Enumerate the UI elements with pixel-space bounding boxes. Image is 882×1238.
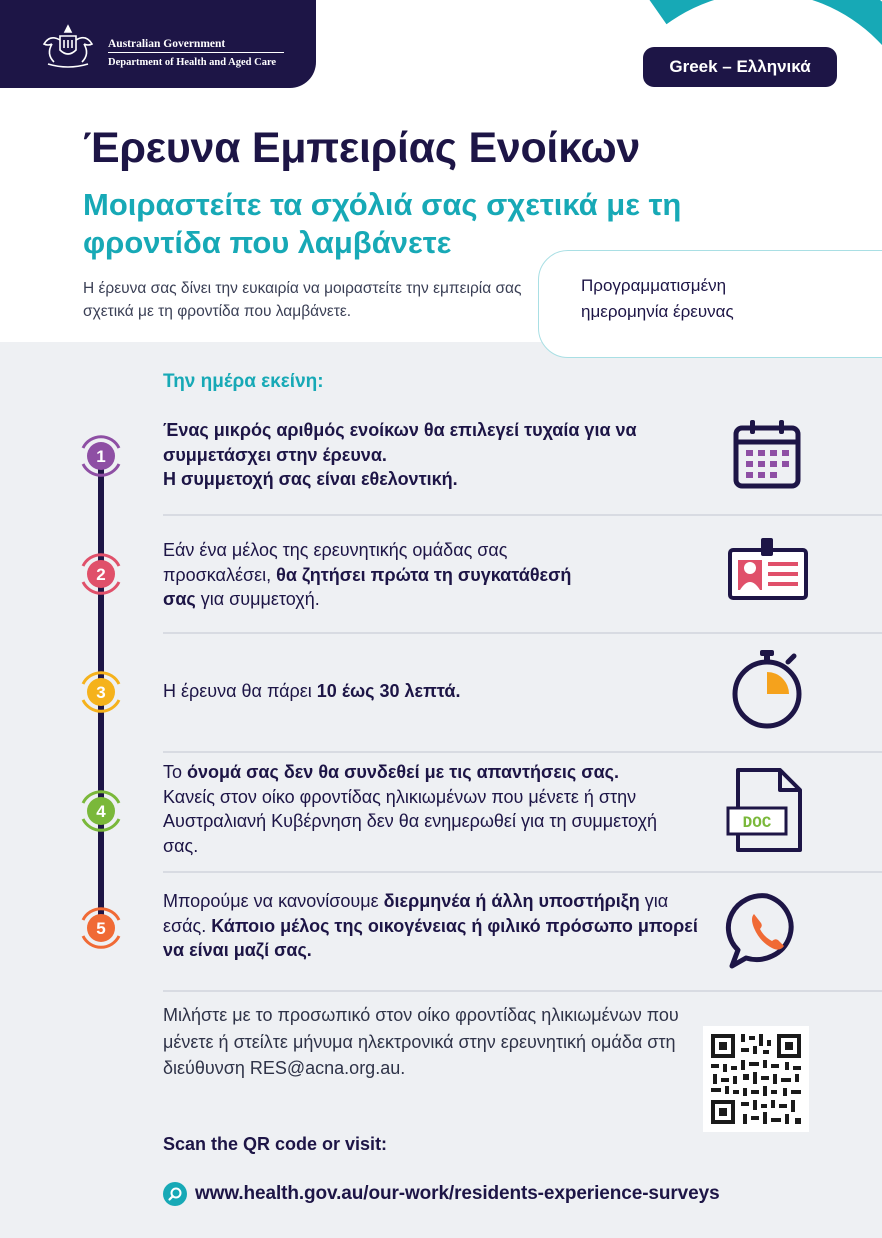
website-url[interactable]: www.health.gov.au/our-work/residents-experience-surveys — [195, 1183, 720, 1204]
step-1-badge — [75, 430, 127, 482]
step-5-number: 5 — [96, 919, 106, 938]
step-3-badge — [75, 666, 127, 718]
page-subtitle: Μοιραστείτε τα σχόλιά σας σχετικά με τη φροντίδα που λαμβάνετε — [83, 187, 682, 260]
gov-divider — [108, 52, 284, 53]
doc-label: DOC — [742, 814, 772, 832]
step-3-text: Η έρευνα θα πάρει 10 έως 30 λεπτά. — [163, 681, 461, 701]
step-4-text: Το όνομά σας δεν θα συνδεθεί με τις απαντήσεις σας. Κανείς στον οίκο φροντίδας ηλικιωμένων που μένετε ή στην Αυστραλιανή Κυβέρνηση δεν θα ενημερωθεί για τη συμμετοχή σας. — [163, 762, 658, 856]
id-badge-icon — [724, 530, 810, 616]
scheduled-date-label: Προγραμματισμένη ημερομηνία έρευνας — [581, 276, 734, 321]
qr-code[interactable] — [703, 1026, 809, 1132]
step-2-text: Εάν ένα μέλος της ερευνητικής ομάδας σας προσκαλέσει, θα ζητήσει πρώτα τη συγκατάθεσή σας για συμμετοχή. — [163, 540, 572, 609]
step-5-badge — [75, 902, 127, 954]
government-logo-block — [0, 0, 316, 88]
step-5-text: Μπορούμε να κανονίσουμε διερμηνέα ή άλλη υποστήριξη για εσάς. Κάποιο μέλος της οικογένειας ή φιλικό πρόσωπο μπορεί να είναι μαζί σας. — [163, 891, 698, 960]
website-link[interactable] — [163, 1182, 720, 1206]
step-4-badge — [75, 785, 127, 837]
page-title: Έρευνα Εμπειρίας Ενοίκων — [83, 124, 640, 172]
calendar-icon — [724, 416, 810, 502]
step-1-number: 1 — [96, 447, 106, 466]
document-icon — [724, 766, 810, 852]
step-2-badge — [75, 548, 127, 600]
phone-chat-icon — [724, 888, 810, 974]
step-divider — [163, 632, 882, 634]
intro-text: Η έρευνα σας δίνει την ευκαιρία να μοιραστείτε την εμπειρία σας σχετικά με τη φροντίδα που λαμβάνετε. — [83, 280, 522, 320]
language-badge: Greek – Ελληνικά — [643, 47, 837, 87]
department-name: Department of Health and Aged Care — [108, 57, 277, 68]
step-1-text: Ένας μικρός αριθμός ενοίκων θα επιλεγεί τυχαία για να συμμετάσχει στην έρευνα. Η συμμετοχή σας είναι εθελοντική. — [163, 420, 637, 489]
scan-label: Scan the QR code or visit: — [163, 1134, 388, 1154]
step-3-number: 3 — [96, 683, 106, 702]
section-heading: Την ημέρα εκείνη: — [163, 371, 324, 392]
stopwatch-icon — [724, 646, 810, 732]
step-divider — [163, 871, 882, 873]
step-divider — [163, 514, 882, 516]
step-divider — [163, 990, 882, 992]
step-divider — [163, 751, 882, 753]
step-2-number: 2 — [96, 565, 106, 584]
step-4-number: 4 — [96, 802, 106, 821]
scheduled-date-card — [538, 250, 882, 358]
search-icon — [163, 1182, 187, 1206]
gov-name: Australian Government — [108, 38, 226, 50]
contact-text: Μιλήστε με το προσωπικό στον οίκο φροντίδας ηλικιωμένων που μένετε ή στείλτε μήνυμα ηλεκτρονικά στην ερευνητική ομάδα στη διεύθυνση RES@acna.org.au. — [163, 1005, 679, 1078]
coat-of-arms-icon — [38, 22, 98, 70]
